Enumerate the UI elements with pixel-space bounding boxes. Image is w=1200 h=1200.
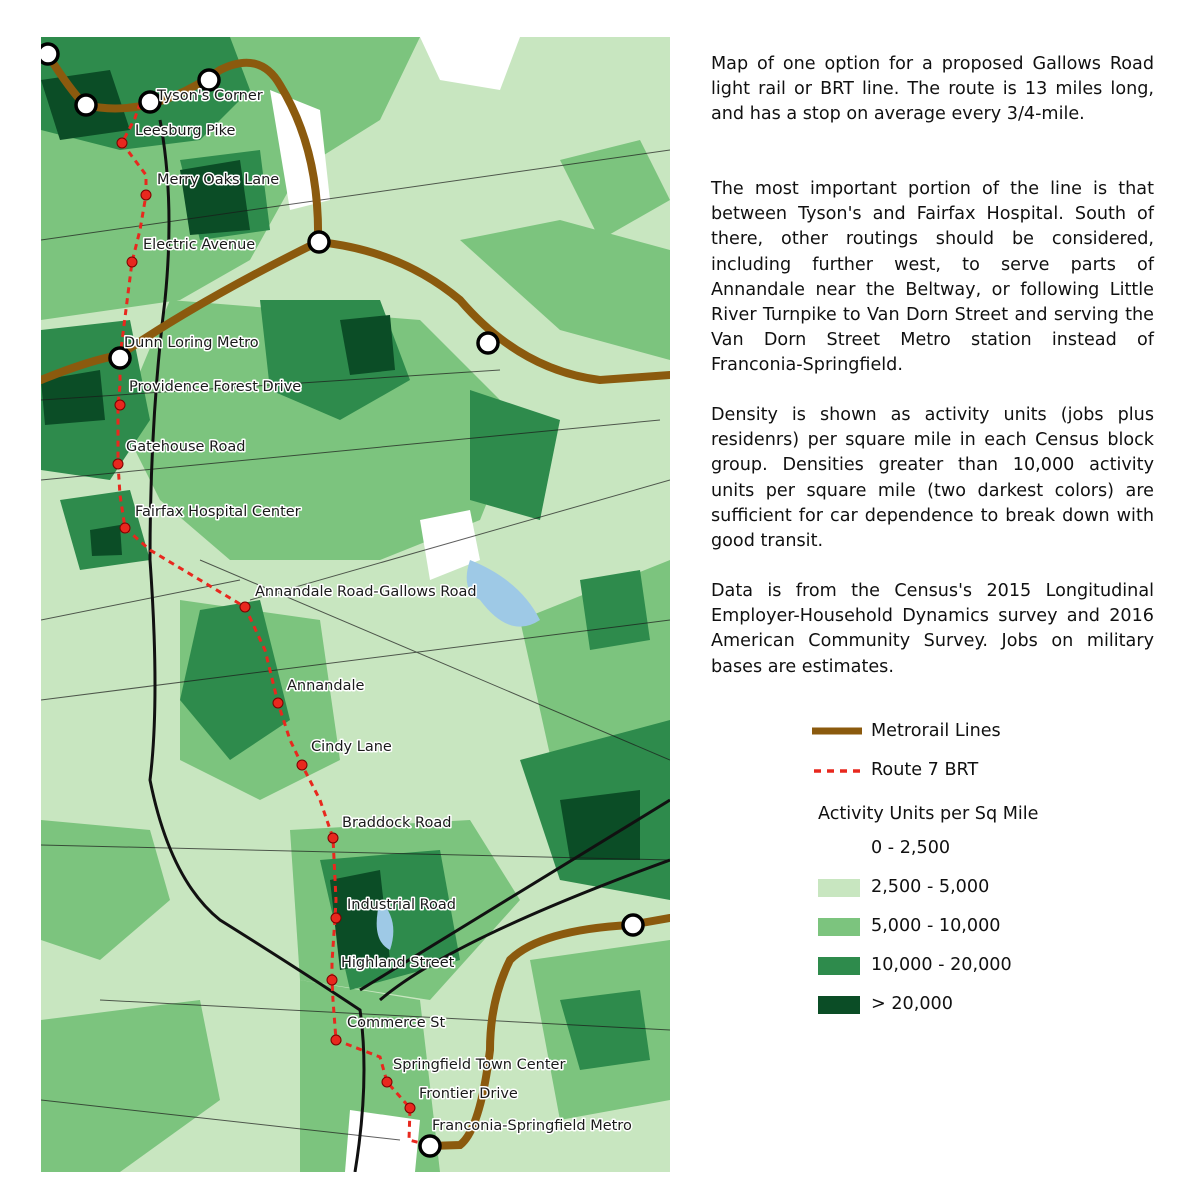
stop-label: Tyson's Corner: [157, 88, 263, 104]
stop-label: Gatehouse Road: [126, 439, 246, 455]
stop-label: Merry Oaks Lane: [157, 172, 280, 188]
brt-stop-marker: [327, 975, 337, 985]
stop-label: Commerce St: [347, 1015, 446, 1031]
stop-label: Electric Avenue: [143, 237, 256, 253]
stop-label: Providence Forest Drive: [129, 379, 302, 395]
brt-stop-marker: [273, 698, 283, 708]
stop-label: Fairfax Hospital Center: [135, 504, 301, 520]
metrorail-legend-label: Metrorail Lines: [871, 721, 1001, 741]
density-swatch-2: [818, 918, 860, 936]
stop-label: Springfield Town Center: [393, 1057, 566, 1073]
brt-stop-marker: [297, 760, 307, 770]
description-paragraph-3: Density is shown as activity units (jobs plus residenrs) per square mile in each Census block group. Densities greater than 10,000 activity units per square mile (two darkest colors) are sufficient for car dependence to break down with good transit.: [711, 405, 1154, 552]
metro-station-marker: [41, 44, 58, 64]
density-class-label: 10,000 - 20,000: [871, 955, 1012, 975]
metro-station-marker: [478, 333, 498, 353]
brt-stop-marker: [328, 833, 338, 843]
metro-station-marker: [76, 95, 96, 115]
metrorail-legend-symbol: [812, 724, 864, 738]
density-class-label: > 20,000: [871, 994, 953, 1014]
stop-label: Braddock Road: [342, 815, 452, 831]
density-map: [41, 37, 670, 1172]
density-swatch-4: [818, 996, 860, 1014]
metro-station-marker: [623, 915, 643, 935]
metro-station-marker: [110, 348, 130, 368]
brt-legend-symbol: [812, 764, 864, 778]
density-legend-title: Activity Units per Sq Mile: [818, 804, 1039, 824]
brt-stop-marker: [331, 1035, 341, 1045]
description-paragraph-4: Data is from the Census's 2015 Longitudinal Employer-Household Dynamics survey and 2016 American Community Survey. Jobs on military bases are estimates.: [711, 581, 1154, 677]
description-paragraph-1: Map of one option for a proposed Gallows Road light rail or BRT line. The route is 13 miles long, and has a stop on average every 3/4-mile.: [711, 54, 1154, 125]
density-swatch-1: [818, 879, 860, 897]
metro-station-marker: [309, 232, 329, 252]
stop-label: Frontier Drive: [419, 1086, 518, 1102]
stop-label: Franconia-Springfield Metro: [432, 1118, 632, 1134]
brt-stop-marker: [331, 913, 341, 923]
density-class-label: 2,500 - 5,000: [871, 877, 990, 897]
brt-stop-marker: [240, 602, 250, 612]
brt-stop-marker: [120, 523, 130, 533]
stop-label: Cindy Lane: [311, 739, 392, 755]
brt-stop-marker: [117, 138, 127, 148]
description-paragraph-2: The most important portion of the line is that between Tyson's and Fairfax Hospital. South of there, other routings should be considered, including further west, to serve parts of Annandale near the Beltway, or following Little River Turnpike to Van Dorn Street and serving the Van Dorn Street Metro station instead of Franconia-Springfield.: [711, 179, 1154, 376]
stop-label: Leesburg Pike: [135, 123, 236, 139]
stop-label: Highland Street: [341, 955, 455, 971]
density-class-label: 0 - 2,500: [871, 838, 951, 858]
brt-legend-label: Route 7 BRT: [871, 760, 979, 780]
density-swatch-0: [818, 840, 860, 858]
brt-stop-marker: [127, 257, 137, 267]
brt-stop-marker: [115, 400, 125, 410]
density-swatch-3: [818, 957, 860, 975]
metro-station-marker: [199, 70, 219, 90]
stop-label: Dunn Loring Metro: [124, 335, 259, 351]
stop-label: Annandale Road-Gallows Road: [255, 584, 477, 600]
brt-stop-marker: [405, 1103, 415, 1113]
brt-stop-marker: [382, 1077, 392, 1087]
density-class-label: 5,000 - 10,000: [871, 916, 1001, 936]
stop-label: Annandale: [287, 678, 365, 694]
brt-stop-marker: [141, 190, 151, 200]
metro-station-marker: [420, 1136, 440, 1156]
stop-label: Industrial Road: [347, 897, 456, 913]
brt-stop-marker: [113, 459, 123, 469]
